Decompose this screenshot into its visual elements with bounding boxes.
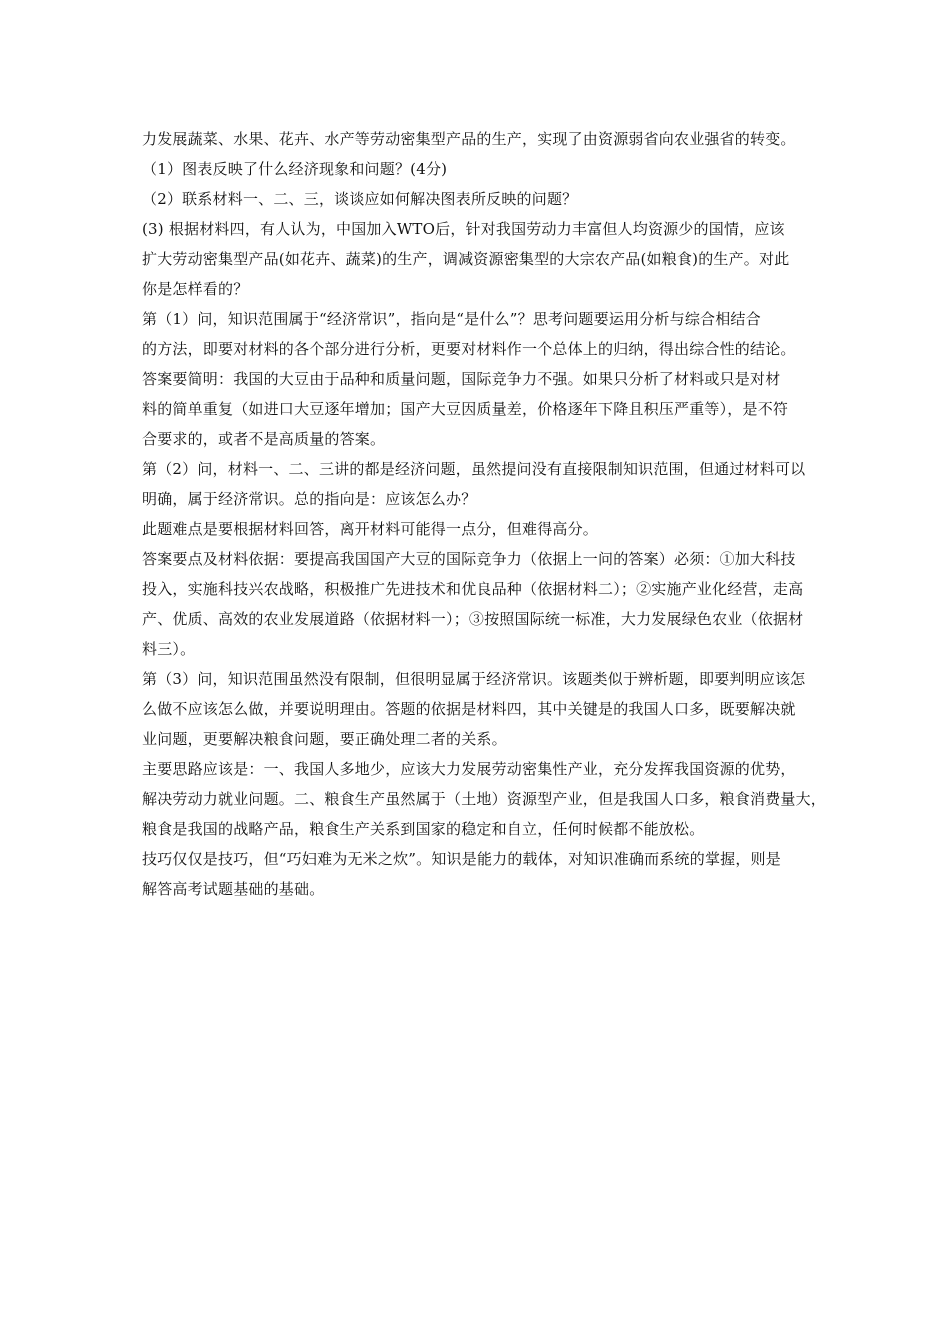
answer-points-line-3: 产、优质、高效的农业发展道路（依据材料一）；③按照国际统一标准，大力发展绿色农业（依据材 bbox=[142, 610, 804, 628]
document-body bbox=[142, 124, 827, 904]
answer-1-line-4: 料的简单重复（如进口大豆逐年增加；国产大豆因质量差，价格逐年下降且积压严重等），是不符 bbox=[142, 400, 789, 418]
answer-1-line-3: 答案要简明：我国的大豆由于品种和质量问题，国际竞争力不强。如果只分析了材料或只是对材 bbox=[142, 370, 781, 388]
answer-3-line-3: 业问题，更要解决粮食问题，要正确处理二者的关系。 bbox=[142, 730, 507, 748]
conclusion-line-2: 解答高考试题基础的基础。 bbox=[142, 880, 325, 898]
question-2: （2）联系材料一、二、三，谈谈应如何解决图表所反映的问题？ bbox=[142, 190, 578, 208]
answer-points-line-1: 答案要点及材料依据：要提高我国国产大豆的国际竞争力（依据上一问的答案）必须：①加大科技 bbox=[142, 550, 796, 568]
question-3-line-2: 扩大劳动密集型产品(如花卉、蔬菜)的生产，调减资源密集型的大宗农产品(如粮食)的生产。对此 bbox=[142, 250, 790, 268]
answer-1-line-5: 合要求的，或者不是高质量的答案。 bbox=[142, 430, 386, 448]
answer-3-line-1: 第（3）问，知识范围虽然没有限制，但很明显属于经济常识。该题类似于辨析题，即要判明应该怎 bbox=[142, 670, 806, 688]
answer-2-line-1: 第（2）问，材料一、二、三讲的都是经济问题，虽然提问没有直接限制知识范围，但通过材料可以 bbox=[142, 460, 806, 478]
answer-2-line-2: 明确，属于经济常识。总的指向是：应该怎么办？ bbox=[142, 490, 477, 508]
answer-points-line-4: 料三）。 bbox=[142, 640, 196, 658]
conclusion-line-1: 技巧仅仅是技巧，但“巧妇难为无米之炊”。知识是能力的载体，对知识准确而系统的掌握，则是 bbox=[142, 850, 781, 868]
answer-3-line-2: 么做不应该怎么做，并要说明理由。答题的依据是材料四，其中关键是的我国人口多，既要解决就 bbox=[142, 700, 796, 718]
text-line: 力发展蔬菜、水果、花卉、水产等劳动密集型产品的生产，实现了由资源弱省向农业强省的转变。 bbox=[142, 130, 796, 148]
answer-points-line-2: 投入，实施科技兴农战略，积极推广先进技术和优良品种（依据材料二）；②实施产业化经营，走高 bbox=[142, 580, 804, 598]
question-1: （1）图表反映了什么经济现象和问题？(4分) bbox=[142, 160, 448, 178]
question-3-line-1: (3) 根据材料四，有人认为，中国加入WTO后，针对我国劳动力丰富但人均资源少的国情，应该 bbox=[142, 220, 785, 238]
main-idea-line-3: 粮食是我国的战略产品，粮食生产关系到国家的稳定和自立，任何时候都不能放松。 bbox=[142, 820, 705, 838]
answer-1-line-1: 第（1）问，知识范围属于“经济常识”，指向是“是什么”？思考问题要运用分析与综合相结合 bbox=[142, 310, 761, 328]
question-3-line-3: 你是怎样看的？ bbox=[142, 280, 249, 298]
answer-1-line-2: 的方法，即要对材料的各个部分进行分析，更要对材料作一个总体上的归纳，得出综合性的结论。 bbox=[142, 340, 796, 358]
main-idea-line-2: 解决劳动力就业问题。二、粮食生产虽然属于（土地）资源型产业，但是我国人口多，粮食消费量大， bbox=[142, 790, 827, 808]
difficulty-note: 此题难点是要根据材料回答，离开材料可能得一点分，但难得高分。 bbox=[142, 520, 599, 538]
main-idea-line-1: 主要思路应该是：一、我国人多地少，应该大力发展劳动密集性产业，充分发挥我国资源的优势， bbox=[142, 760, 796, 778]
